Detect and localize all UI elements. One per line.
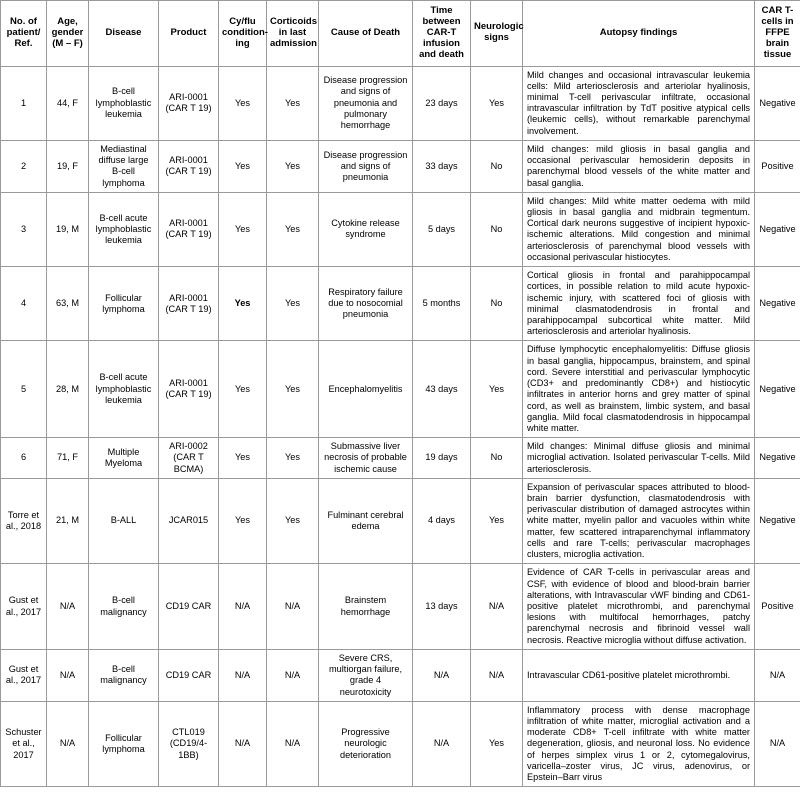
cell-neurologic-signs: No <box>471 438 523 479</box>
cell-product: JCAR015 <box>159 478 219 564</box>
cell-cyflu: Yes <box>219 267 267 341</box>
cell-patient-ref: Schuster et al., 2017 <box>1 701 47 787</box>
cell-patient-ref: 1 <box>1 66 47 140</box>
cell-autopsy-findings: Evidence of CAR T-cells in perivascular areas and CSF, with evidence of blood and blood-brain barrier alterations, with Intravascular vWF binding and CD61-positive platelet microthrombi, and parenchymal lesions with multifocal hemorrhages, patchy parenchymal necrosis and fibrinoid vessel wall necrosis. Reactive microglia without diffuse activation. <box>523 564 755 650</box>
cell-time: 19 days <box>413 438 471 479</box>
cell-cyflu: N/A <box>219 701 267 787</box>
cell-neurologic-signs: Yes <box>471 66 523 140</box>
cell-neurologic-signs: Yes <box>471 701 523 787</box>
header-corticoids: Corticoids in last admission <box>267 1 319 67</box>
cell-autopsy-findings: Expansion of perivascular spaces attributed to blood-brain barrier dysfunction, clasmatodendrosis with perivascular distribution of damaged astrocytes within white matter, myelin pallor and vacuoles within white matter, few scattered intraparenchymal inflammatory cells and rare T-cells; perivascular macrophages clusters, microglia activation. <box>523 478 755 564</box>
cell-ffpe: Positive <box>755 140 800 192</box>
cell-cyflu: Yes <box>219 140 267 192</box>
header-car-t-cells-ffpe: CAR T-cells in FFPE brain tissue <box>755 1 800 67</box>
cell-age-gender: 19, M <box>47 192 89 266</box>
cell-corticoids: Yes <box>267 140 319 192</box>
cell-cyflu: Yes <box>219 192 267 266</box>
cell-product: ARI-0001 (CAR T 19) <box>159 140 219 192</box>
header-row <box>1 1 800 67</box>
cell-cyflu: N/A <box>219 564 267 650</box>
header-age-gender: Age, gender (M – F) <box>47 1 89 67</box>
cell-time: N/A <box>413 701 471 787</box>
cell-ffpe: Negative <box>755 341 800 438</box>
cell-ffpe: Negative <box>755 438 800 479</box>
table-row <box>1 701 800 787</box>
cell-disease: Follicular lymphoma <box>89 701 159 787</box>
cell-corticoids: N/A <box>267 701 319 787</box>
cell-patient-ref: 4 <box>1 267 47 341</box>
cell-corticoids: Yes <box>267 478 319 564</box>
cell-cyflu: N/A <box>219 649 267 701</box>
cell-autopsy-findings: Mild changes: Minimal diffuse gliosis and minimal microglial activation. Isolated perivascular T-cells. Mild arteriosclerosis. <box>523 438 755 479</box>
cell-corticoids: N/A <box>267 564 319 650</box>
cell-patient-ref: 2 <box>1 140 47 192</box>
table-body <box>1 66 800 787</box>
header-disease: Disease <box>89 1 159 67</box>
cell-autopsy-findings: Inflammatory process with dense macrophage infiltration of white matter, microglial activation and a moderate CD8+ T-cell infiltrate with white matter degeneration, gliosis, and neuronal loss. No evidence of herpes simplex virus 1 or 2, cytomegalovirus, varicella–zoster virus, JC virus, adenovirus, or Epstein–Barr virus <box>523 701 755 787</box>
cell-cause-of-death: Brainstem hemorrhage <box>319 564 413 650</box>
cell-age-gender: 28, M <box>47 341 89 438</box>
cell-disease: Follicular lymphoma <box>89 267 159 341</box>
cell-product: CD19 CAR <box>159 649 219 701</box>
table-row <box>1 341 800 438</box>
cell-time: 33 days <box>413 140 471 192</box>
header-cause-of-death: Cause of Death <box>319 1 413 67</box>
cell-product: CD19 CAR <box>159 564 219 650</box>
cell-disease: B-cell lymphoblastic leukemia <box>89 66 159 140</box>
cell-corticoids: Yes <box>267 192 319 266</box>
cell-patient-ref: 6 <box>1 438 47 479</box>
cell-corticoids: Yes <box>267 438 319 479</box>
cell-patient-ref: Torre et al., 2018 <box>1 478 47 564</box>
cell-ffpe: N/A <box>755 701 800 787</box>
cell-age-gender: 19, F <box>47 140 89 192</box>
cell-autopsy-findings: Mild changes: Mild white matter oedema with mild gliosis in basal ganglia and midbrain tegmentum. Cortical dark neurons suggestive of incipient hypoxic-ischemic alterations. Mild congestion and minimal arteriosclerosis of parenchymal blood vessels with occasional perivascular histiocytes. <box>523 192 755 266</box>
cell-autopsy-findings: Cortical gliosis in frontal and parahippocampal cortices, in possible relation to mild acute hypoxic-ischemic injury, with scattered foci of gliosis with minimal clasmatodendrosis in frontal and parahippocampal subcortical white matter. Mild arteriosclerosis and arteriolar hyalinosis. <box>523 267 755 341</box>
cell-neurologic-signs: No <box>471 267 523 341</box>
cell-time: 43 days <box>413 341 471 438</box>
table-row <box>1 267 800 341</box>
cell-age-gender: N/A <box>47 564 89 650</box>
cell-disease: Mediastinal diffuse large B-cell lymphoma <box>89 140 159 192</box>
header-product: Product <box>159 1 219 67</box>
cell-age-gender: 63, M <box>47 267 89 341</box>
table-row <box>1 649 800 701</box>
cell-ffpe: Negative <box>755 192 800 266</box>
table-row <box>1 66 800 140</box>
cell-cyflu: Yes <box>219 341 267 438</box>
cell-patient-ref: Gust et al., 2017 <box>1 564 47 650</box>
cell-cause-of-death: Submassive liver necrosis of probable ischemic cause <box>319 438 413 479</box>
cell-ffpe: Negative <box>755 478 800 564</box>
cell-product: CTL019 (CD19/4-1BB) <box>159 701 219 787</box>
cell-neurologic-signs: No <box>471 140 523 192</box>
table-header <box>1 1 800 67</box>
cell-age-gender: N/A <box>47 701 89 787</box>
cell-ffpe: Negative <box>755 66 800 140</box>
cell-time: 13 days <box>413 564 471 650</box>
cell-ffpe: Negative <box>755 267 800 341</box>
cell-corticoids: Yes <box>267 341 319 438</box>
cell-cause-of-death: Fulminant cerebral edema <box>319 478 413 564</box>
cell-neurologic-signs: No <box>471 192 523 266</box>
cell-corticoids: Yes <box>267 267 319 341</box>
header-neurologic-signs: Neurologic signs <box>471 1 523 67</box>
cell-cause-of-death: Disease progression and signs of pneumonia and pulmonary hemorrhage <box>319 66 413 140</box>
header-time-between-infusion-and-death: Time between CAR-T infusion and death <box>413 1 471 67</box>
cell-disease: B-cell malignancy <box>89 564 159 650</box>
cell-disease: B-cell malignancy <box>89 649 159 701</box>
cell-patient-ref: 5 <box>1 341 47 438</box>
cell-product: ARI-0001 (CAR T 19) <box>159 341 219 438</box>
cell-patient-ref: Gust et al., 2017 <box>1 649 47 701</box>
header-autopsy-findings: Autopsy findings <box>523 1 755 67</box>
cell-disease: B-cell acute lymphoblastic leukemia <box>89 341 159 438</box>
cell-disease: B-cell acute lymphoblastic leukemia <box>89 192 159 266</box>
cell-time: 5 days <box>413 192 471 266</box>
table-row <box>1 564 800 650</box>
cell-product: ARI-0002 (CAR T BCMA) <box>159 438 219 479</box>
cell-cyflu: Yes <box>219 66 267 140</box>
cell-time: 23 days <box>413 66 471 140</box>
table-row <box>1 478 800 564</box>
cell-corticoids: N/A <box>267 649 319 701</box>
cell-cause-of-death: Progressive neurologic deterioration <box>319 701 413 787</box>
cell-autopsy-findings: Intravascular CD61-positive platelet microthrombi. <box>523 649 755 701</box>
cell-cause-of-death: Cytokine release syndrome <box>319 192 413 266</box>
cell-patient-ref: 3 <box>1 192 47 266</box>
cell-cause-of-death: Encephalomyelitis <box>319 341 413 438</box>
cell-corticoids: Yes <box>267 66 319 140</box>
cell-cause-of-death: Disease progression and signs of pneumonia <box>319 140 413 192</box>
cell-age-gender: 71, F <box>47 438 89 479</box>
cell-ffpe: Positive <box>755 564 800 650</box>
cell-autopsy-findings: Mild changes and occasional intravascular leukemia cells: Mild arteriosclerosis and arteriolar hyalinosis, minimal T-cell perivascular infiltrate, occasional intravascular infiltration by TdT positive atypical cells (leukemic cells), without remarkable parenchymal involvement. <box>523 66 755 140</box>
cell-cause-of-death: Severe CRS, multiorgan failure, grade 4 neurotoxicity <box>319 649 413 701</box>
header-cyflu-conditioning: Cy/flu condition-ing <box>219 1 267 67</box>
table-row <box>1 438 800 479</box>
table-row <box>1 192 800 266</box>
header-patient-ref: No. of patient/ Ref. <box>1 1 47 67</box>
cell-autopsy-findings: Mild changes: mild gliosis in basal ganglia and occasional perivascular hemosiderin deposits in parenchymal blood vessels of the white matter and basal ganglia. <box>523 140 755 192</box>
cell-age-gender: 44, F <box>47 66 89 140</box>
cell-age-gender: 21, M <box>47 478 89 564</box>
cell-age-gender: N/A <box>47 649 89 701</box>
cell-time: 4 days <box>413 478 471 564</box>
cell-neurologic-signs: N/A <box>471 649 523 701</box>
cell-time: 5 months <box>413 267 471 341</box>
cell-product: ARI-0001 (CAR T 19) <box>159 66 219 140</box>
cell-time: N/A <box>413 649 471 701</box>
table-row <box>1 140 800 192</box>
cell-cause-of-death: Respiratory failure due to nosocomial pneumonia <box>319 267 413 341</box>
cell-cyflu: Yes <box>219 438 267 479</box>
cell-product: ARI-0001 (CAR T 19) <box>159 267 219 341</box>
cell-neurologic-signs: Yes <box>471 341 523 438</box>
cell-cyflu: Yes <box>219 478 267 564</box>
cell-autopsy-findings: Diffuse lymphocytic encephalomyelitis: Diffuse gliosis in basal ganglia, hippocampus, brainstem, and spinal cord. Severe interstitial and perivascular lymphocytic (CD3+ and predominantly CD8+) and histiocytic infiltrates in anterior horns and grey matter of spinal cord, as well as brainstem, limbic system, and basal ganglia. Mild focal clasmatodendrosis in hippocampal white matter. <box>523 341 755 438</box>
cell-disease: Multiple Myeloma <box>89 438 159 479</box>
cell-ffpe: N/A <box>755 649 800 701</box>
cell-product: ARI-0001 (CAR T 19) <box>159 192 219 266</box>
cell-disease: B-ALL <box>89 478 159 564</box>
cell-neurologic-signs: Yes <box>471 478 523 564</box>
cell-neurologic-signs: N/A <box>471 564 523 650</box>
